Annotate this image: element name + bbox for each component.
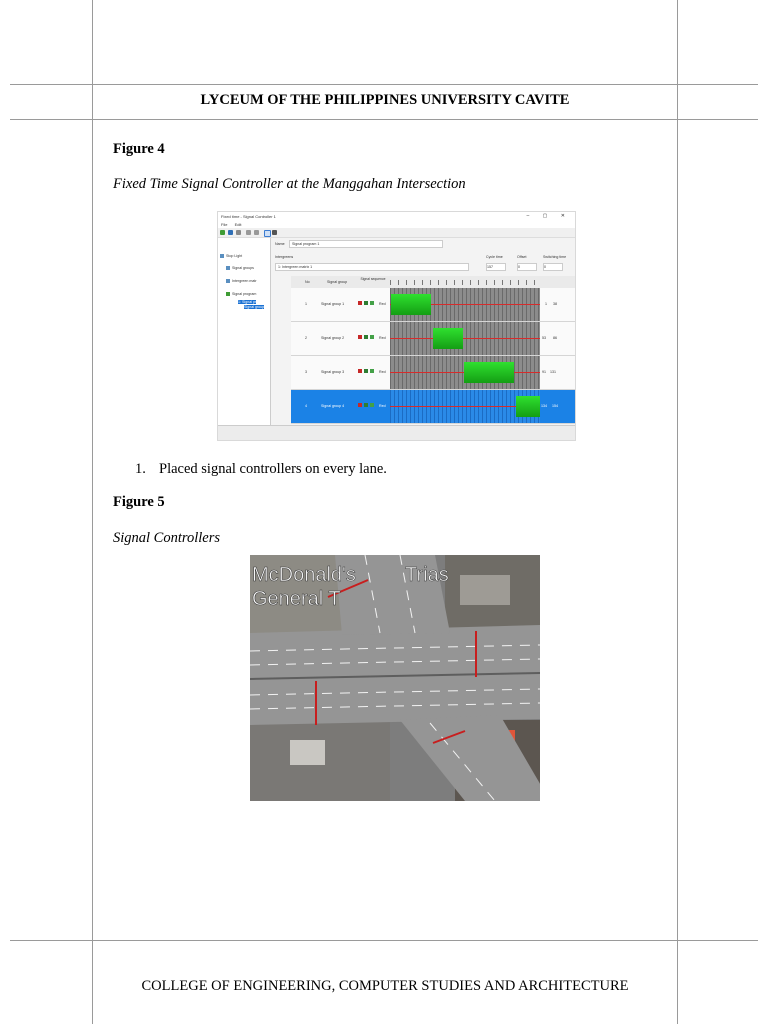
tree-item-selected-group: Signal group <box>244 305 265 309</box>
intergreen-select: 1: Intergreen matrix 1 <box>275 263 469 271</box>
menu-file: File <box>221 222 228 227</box>
column-signal-sequence: Signal sequence <box>360 277 386 281</box>
table-row: 4 Signal group 4 Red 134 154 <box>291 390 575 424</box>
list-number: 1. <box>135 461 146 477</box>
offset-label: Offset <box>517 255 527 259</box>
column-signal-group: Signal group <box>327 280 348 284</box>
toolbar-grid-icon <box>272 230 277 235</box>
footer-text: COLLEGE OF ENGINEERING, COMPUTER STUDIES AND ARCHITECTURE <box>141 978 629 994</box>
left-margin-line <box>92 0 93 1024</box>
cycle-time-field: 157 <box>486 263 506 271</box>
toolbar-view-icon <box>264 230 271 237</box>
map-label-general: General T <box>252 588 341 610</box>
window-menubar <box>218 221 575 228</box>
program-icon <box>226 292 230 296</box>
tree-item-intergreen: Intergreen matr <box>226 279 257 283</box>
timeline-ruler <box>390 280 540 285</box>
header-title: LYCEUM OF THE PHILIPPINES UNIVERSITY CAVITE <box>200 92 570 108</box>
window-titlebar <box>218 212 575 221</box>
timeline-row-1 <box>390 288 540 321</box>
signal-program-editor <box>273 238 575 425</box>
intersection-map-image <box>250 555 540 801</box>
toolbar-back-icon <box>246 230 251 235</box>
matrix-icon <box>226 279 230 283</box>
window-toolbar <box>218 228 575 238</box>
switching-time-field: 0 <box>543 263 563 271</box>
footer-top-line <box>10 940 758 941</box>
table-row: 2 Signal group 2 Red 53 86 <box>291 322 575 356</box>
figure-5-caption: Signal Controllers <box>113 530 221 546</box>
list-text: Placed signal controllers on every lane. <box>159 461 387 477</box>
header-bottom-line <box>10 119 758 120</box>
toolbar-redo-icon <box>236 230 241 235</box>
menu-edit: Edit <box>234 222 242 227</box>
toolbar-undo-icon <box>228 230 233 235</box>
list-item <box>135 461 387 478</box>
table-row: 3 Signal group 3 Red 91 131 <box>291 356 575 390</box>
tree-item-signal-program: Signal program <box>226 292 256 296</box>
timeline-row-2 <box>390 322 540 355</box>
map-label-mcdonalds: McDonald's <box>252 564 356 586</box>
name-label: Name <box>275 242 285 246</box>
window-title: Fixed time - Signal Controller 1 <box>221 214 276 219</box>
traffic-light-icon <box>220 254 224 258</box>
column-no: No <box>305 280 310 284</box>
name-field: Signal program 1 <box>289 240 443 248</box>
tree-sidebar <box>218 238 271 425</box>
cycle-time-label: Cycle time <box>486 255 503 259</box>
offset-field: 0 <box>517 263 537 271</box>
tree-item-signal-groups: Signal groups <box>226 266 254 270</box>
timeline-row-4 <box>390 390 540 423</box>
tree-item-stop-light: Stop Light <box>220 254 242 258</box>
window-controls: – ▢ ✕ <box>526 213 571 219</box>
intergreen-label: Intergreens <box>275 255 294 259</box>
switching-time-label: Switching time <box>543 255 567 259</box>
figure-4-label: Figure 4 <box>113 141 165 157</box>
signal-controller-window <box>217 211 576 441</box>
right-margin-line <box>677 0 678 1024</box>
table-row: 1 Signal group 1 Red 1 38 <box>291 288 575 322</box>
window-statusbar <box>218 425 575 440</box>
toolbar-add-icon <box>220 230 225 235</box>
signal-controllers-map <box>250 555 540 801</box>
signal-group-icon <box>226 266 230 270</box>
tree-item-selected-program: 1: Signal pr <box>238 300 257 304</box>
timeline-row-3 <box>390 356 540 389</box>
figure-5-label: Figure 5 <box>113 494 165 510</box>
map-label-trias: Trias <box>405 564 449 586</box>
figure-4-caption: Fixed Time Signal Controller at the Manggahan Intersection <box>113 176 466 192</box>
header-top-line <box>10 84 758 85</box>
toolbar-forward-icon <box>254 230 259 235</box>
